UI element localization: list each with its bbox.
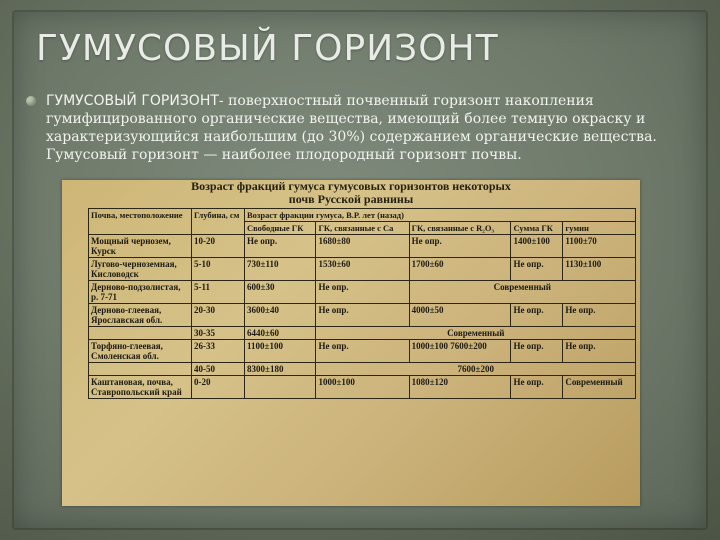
- table-row: [89, 376, 636, 399]
- cell-value: 1130±100: [563, 258, 636, 281]
- table-row: [89, 363, 636, 376]
- cell-value: 8300±180: [245, 363, 316, 376]
- cell-value: Современный: [563, 376, 636, 399]
- cell-value: Не опр.: [511, 258, 563, 281]
- cell-soil: Лугово-черноземная, Кисловодск: [89, 258, 192, 281]
- bullet-body: - поверхностный почвенный горизонт накопления гумифицированного органические вещества, имеющий более темную окраску и характеризующийся наибольшим (до 30%) содержанием органические вещества. Гумусовый горизонт — наиболее плодородный горизонт почвы.: [46, 93, 657, 163]
- header-gk-ca: ГК, связанные с Са: [316, 222, 409, 235]
- header-depth: Глубина, см: [192, 209, 245, 235]
- cell-depth: 5-10: [192, 258, 245, 281]
- cell-value: 1530±60: [316, 258, 409, 281]
- cell-depth: 5-11: [192, 281, 245, 304]
- cell-value: 1100±70: [563, 235, 636, 258]
- cell-value: [245, 376, 316, 399]
- bullet-text: [46, 92, 666, 164]
- table-row: [89, 258, 636, 281]
- cell-value: Не опр.: [409, 235, 511, 258]
- table-caption-line1: Возраст фракций гумуса гумусовых горизонтов некоторых: [191, 180, 511, 193]
- cell-merged: 7600±200: [316, 363, 636, 376]
- header-humin: гумин: [563, 222, 636, 235]
- table-caption: [62, 180, 640, 206]
- cell-soil: Каштановая, почва, Ставропольский край: [89, 376, 192, 399]
- cell-depth: 10-20: [192, 235, 245, 258]
- cell-soil: Торфяно-глеевая, Смоленская обл.: [89, 340, 192, 363]
- cell-value: Не опр.: [511, 304, 563, 327]
- cell-value: Не опр.: [245, 235, 316, 258]
- cell-depth: 26-33: [192, 340, 245, 363]
- cell-value: 4000±50: [409, 304, 511, 327]
- age-table: [88, 208, 636, 399]
- cell-value: Не опр.: [563, 304, 636, 327]
- header-gk-r2o3: ГК, связанные с R₂O₃: [409, 222, 511, 235]
- cell-value: Не опр.: [316, 340, 409, 363]
- cell-value: 600±30: [245, 281, 316, 304]
- header-group: Возраст фракции гумуса, В.Р. лет (назад): [245, 209, 636, 222]
- cell-soil: Дерново-глеевая, Ярославская обл.: [89, 304, 192, 327]
- table-row: [89, 235, 636, 258]
- cell-merged: Современный: [409, 281, 635, 304]
- bullet-item: [26, 92, 666, 164]
- scanned-table-image: [62, 180, 640, 506]
- cell-value: 3600±40: [245, 304, 316, 327]
- table-row: [89, 327, 636, 340]
- cell-value: Не опр.: [316, 304, 409, 327]
- cell-value: Не опр.: [511, 340, 563, 363]
- cell-depth: 40-50: [192, 363, 245, 376]
- cell-soil: [89, 327, 192, 340]
- cell-value: 6440±60: [245, 327, 316, 340]
- cell-value: 730±110: [245, 258, 316, 281]
- header-soil: Почва, местоположение: [89, 209, 192, 235]
- cell-value: Не опр.: [563, 340, 636, 363]
- cell-value: 1000±100: [316, 376, 409, 399]
- cell-soil: Дерново-подзолистая, р. 7-71: [89, 281, 192, 304]
- table-row: [89, 281, 636, 304]
- cell-merged: Современный: [316, 327, 636, 340]
- cell-value: 1100±100: [245, 340, 316, 363]
- slide-title: ГУМУСОВЫЙ ГОРИЗОНТ: [36, 28, 499, 69]
- cell-soil: [89, 363, 192, 376]
- cell-value: 1080±120: [409, 376, 511, 399]
- cell-value: 1680±80: [316, 235, 409, 258]
- cell-depth: 20-30: [192, 304, 245, 327]
- cell-value: Не опр.: [316, 281, 409, 304]
- cell-soil: Мощный чернозем, Курск: [89, 235, 192, 258]
- header-sum-gk: Сумма ГК: [511, 222, 563, 235]
- bullet-icon: [26, 96, 36, 106]
- cell-depth: 30-35: [192, 327, 245, 340]
- cell-depth: 0-20: [192, 376, 245, 399]
- cell-value: 1700±60: [409, 258, 511, 281]
- header-free-gk: Свободные ГК: [245, 222, 316, 235]
- cell-value: Не опр.: [511, 376, 563, 399]
- table-row: [89, 304, 636, 327]
- cell-value: 1000±100 7600±200: [409, 340, 511, 363]
- table-header-group-row: [89, 209, 636, 222]
- table-row: [89, 340, 636, 363]
- cell-value: 1400±100: [511, 235, 563, 258]
- bullet-lead: ГУМУСОВЫЙ ГОРИЗОНТ: [46, 93, 219, 109]
- table-caption-line2: почв Русской равнины: [288, 192, 414, 206]
